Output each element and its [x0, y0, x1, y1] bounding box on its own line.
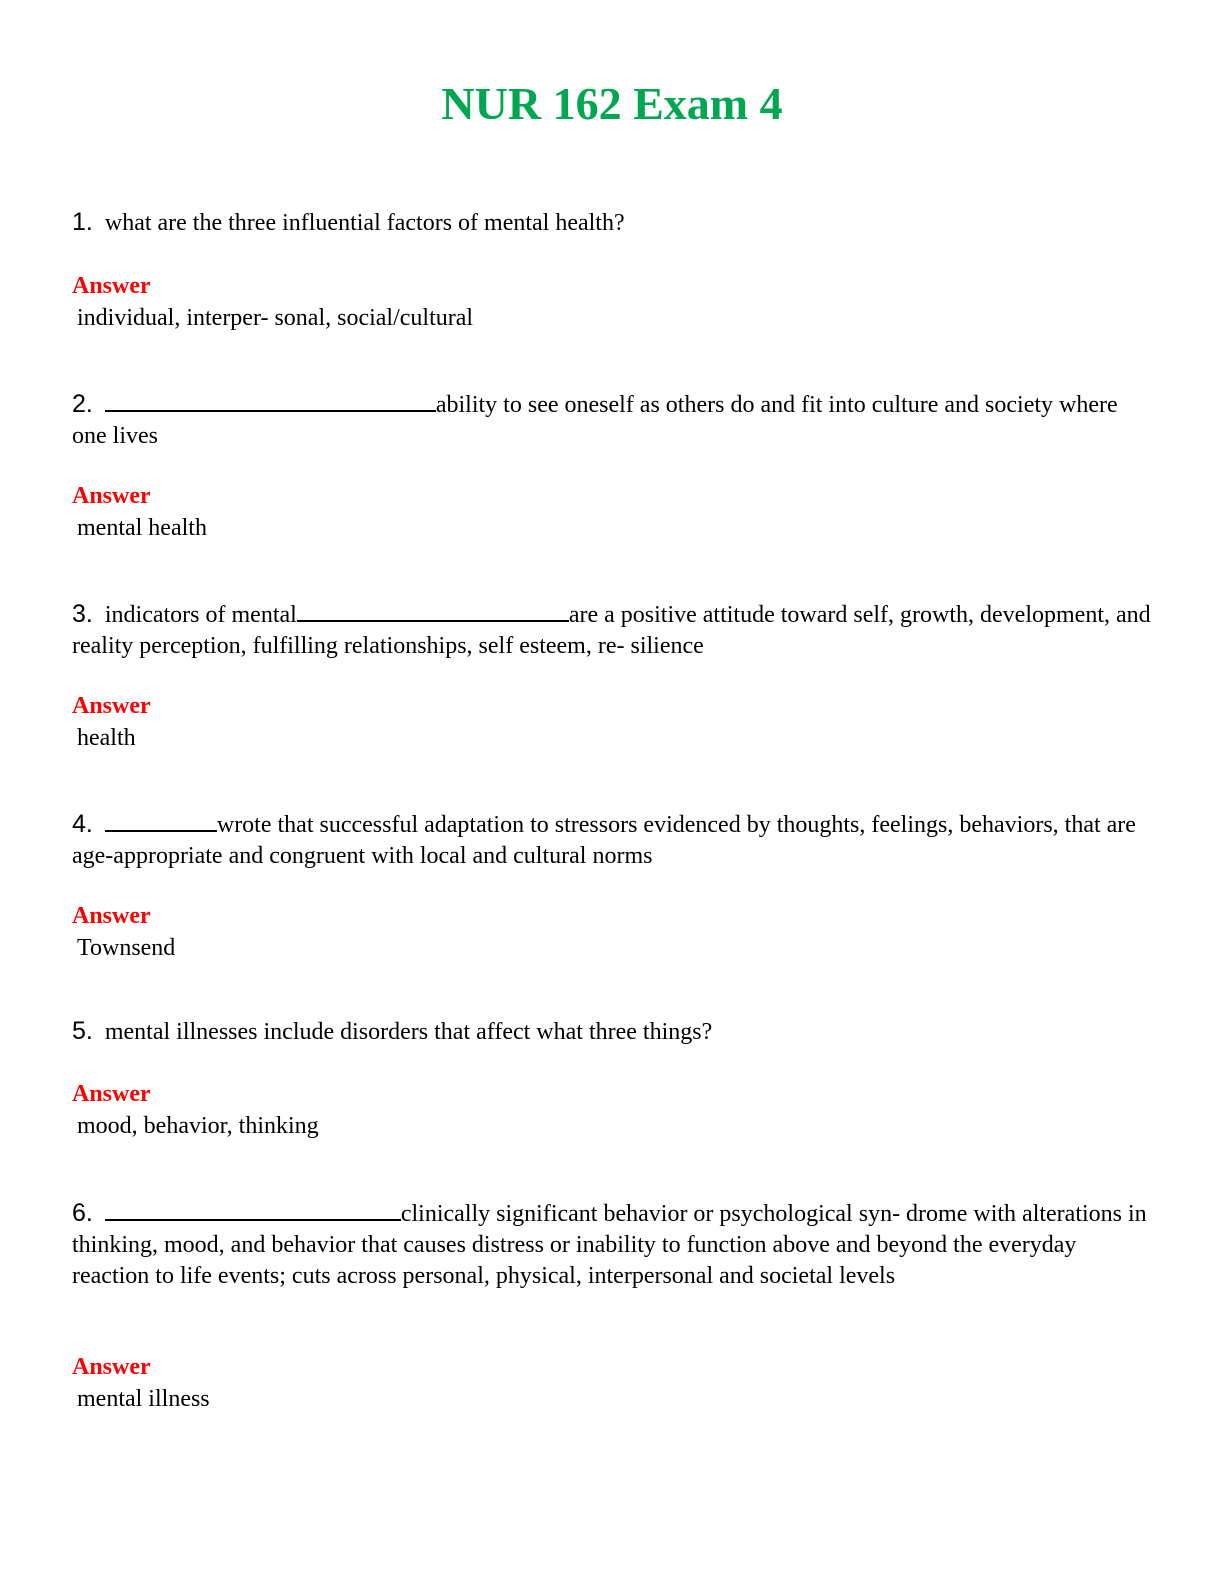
- answer-text: mental health: [77, 515, 207, 541]
- answer-label: Answer: [72, 693, 151, 719]
- answer-text: health: [77, 725, 136, 751]
- question-text-before: indicators of mental: [104, 602, 297, 628]
- question-text: what are the three influential factors of mental health?: [104, 210, 625, 236]
- answer-text: Townsend: [77, 935, 176, 961]
- question-2: [72, 386, 1152, 452]
- answer-label: Answer: [72, 273, 151, 299]
- fill-in-blank: [297, 596, 569, 622]
- question-4: [72, 806, 1152, 872]
- answer-label: Answer: [72, 1081, 151, 1107]
- question-number: 2.: [72, 390, 93, 418]
- answer-text: mental illness: [77, 1386, 210, 1412]
- question-text: mental illnesses include disorders that affect what three things?: [104, 1019, 713, 1045]
- question-number: 3.: [72, 600, 93, 628]
- answer-text: individual, interper- sonal, social/cultural: [77, 305, 474, 331]
- page-title: NUR 162 Exam 4: [441, 78, 783, 129]
- fill-in-blank: [105, 386, 436, 412]
- question-number: 5.: [72, 1017, 93, 1045]
- question-6: [72, 1195, 1152, 1292]
- fill-in-blank: [105, 806, 217, 832]
- question-text: wrote that successful adaptation to stressors evidenced by thoughts, feelings, behaviors, that are age-appropriate and congruent with local and cultural norms: [72, 812, 1136, 869]
- answer-label: Answer: [72, 1354, 151, 1380]
- question-1: [72, 207, 1152, 239]
- fill-in-blank: [105, 1195, 401, 1221]
- question-5: [72, 1016, 1152, 1048]
- question-number: 6.: [72, 1199, 93, 1227]
- question-text: are a positive attitude toward self, growth, development, and reality perception, fulfilling relationships, self esteem, re- silience: [72, 602, 1151, 659]
- question-3: [72, 596, 1152, 662]
- question-text: ability to see oneself as others do and fit into culture and society where one lives: [72, 392, 1118, 449]
- question-number: 1.: [72, 208, 93, 236]
- answer-text: mood, behavior, thinking: [77, 1113, 319, 1139]
- question-text: clinically significant behavior or psychological syn- drome with alterations in thinking, mood, and behavior that causes distress or inability to function above and beyond the everyday reaction to life events; cuts across personal, physical, interpersonal and societal levels: [72, 1201, 1147, 1289]
- answer-label: Answer: [72, 903, 151, 929]
- question-number: 4.: [72, 810, 93, 838]
- answer-label: Answer: [72, 483, 151, 509]
